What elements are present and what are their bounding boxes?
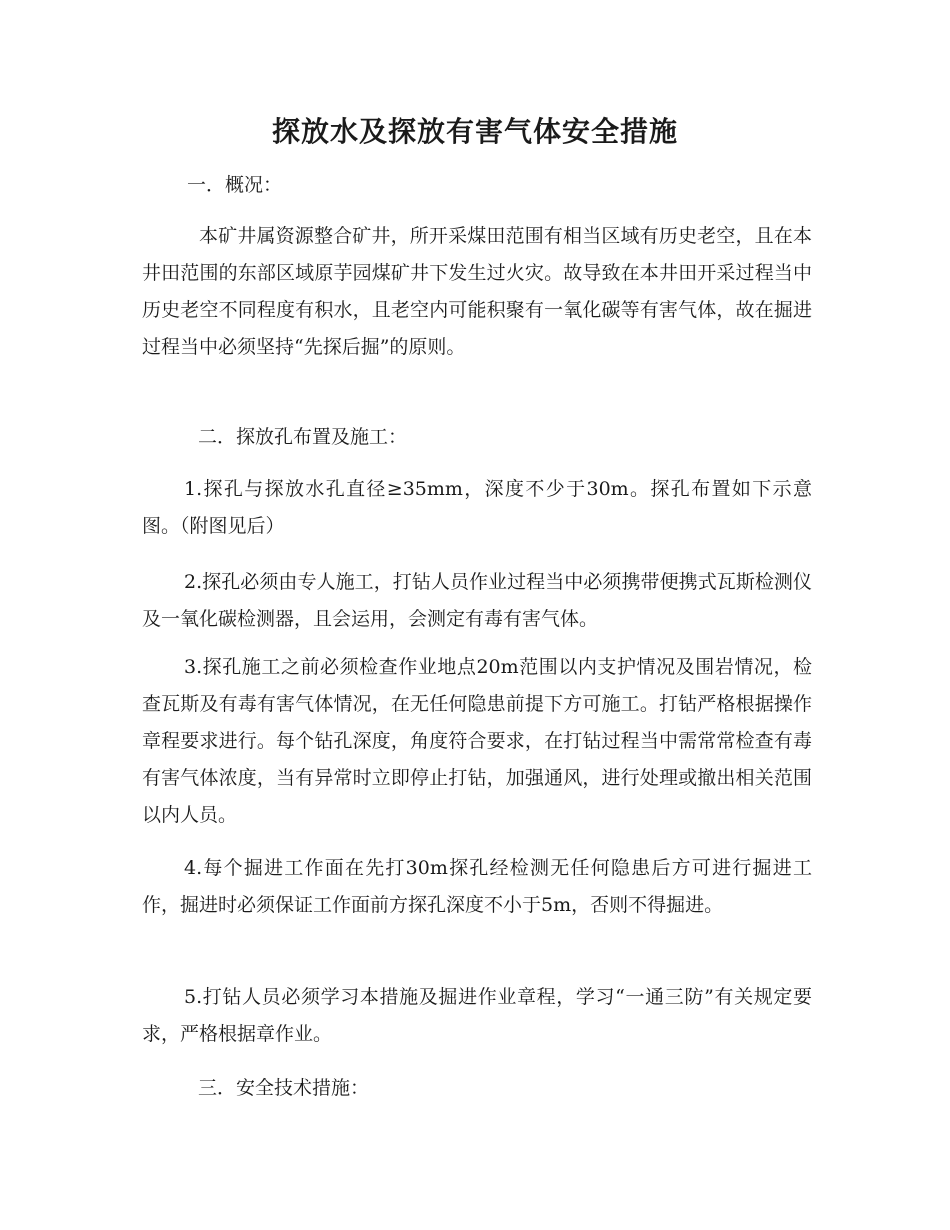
drilling-item-1: 1.探孔与探放水孔直径≥35mm，深度不少于30m。探孔布置如下示意图。（附图见后） <box>142 478 812 537</box>
section-heading-safety: 三．安全技术措施： <box>198 1077 370 1099</box>
overview-paragraph: 本矿井属资源整合矿井，所开采煤田范围有相当区域有历史老空，且在本井田范围的东部区域原芋园煤矿井下发生过火灾。故导致在本井田开采过程当中历史老空不同程度有积水，且老空内可能积聚有一氧化碳等有害气体，故在掘进过程当中必须坚持“先探后掘”的原则。 <box>142 225 812 358</box>
document-title: 探放水及探放有害气体安全措施 <box>271 115 678 148</box>
drilling-item-2: 2.探孔必须由专人施工，打钻人员作业过程当中必须携带便携式瓦斯检测仪及一氧化碳检测器，且会运用，会测定有毒有害气体。 <box>142 571 812 630</box>
drilling-item-4: 4.每个掘进工作面在先打30m探孔经检测无任何隐患后方可进行掘进工作，掘进时必须保证工作面前方探孔深度不小于5m，否则不得掘进。 <box>142 857 812 916</box>
section-heading-overview: 一．概况： <box>187 174 283 196</box>
drilling-item-3: 3.探孔施工之前必须检查作业地点20m范围以内支护情况及围岩情况，检查瓦斯及有毒有害气体情况，在无任何隐患前提下方可施工。打钻严格根据操作章程要求进行。每个钻孔深度，角度符合要求，在打钻过程当中需常常检查有毒有害气体浓度，当有异常时立即停止打钻，加强通风，进行处理或撤出相关范围以内人员。 <box>142 656 812 826</box>
drilling-item-5: 5.打钻人员必须学习本措施及掘进作业章程，学习“一通三防”有关规定要求，严格根据章作业。 <box>142 986 812 1045</box>
section-heading-drilling: 二．探放孔布置及施工： <box>198 426 408 448</box>
